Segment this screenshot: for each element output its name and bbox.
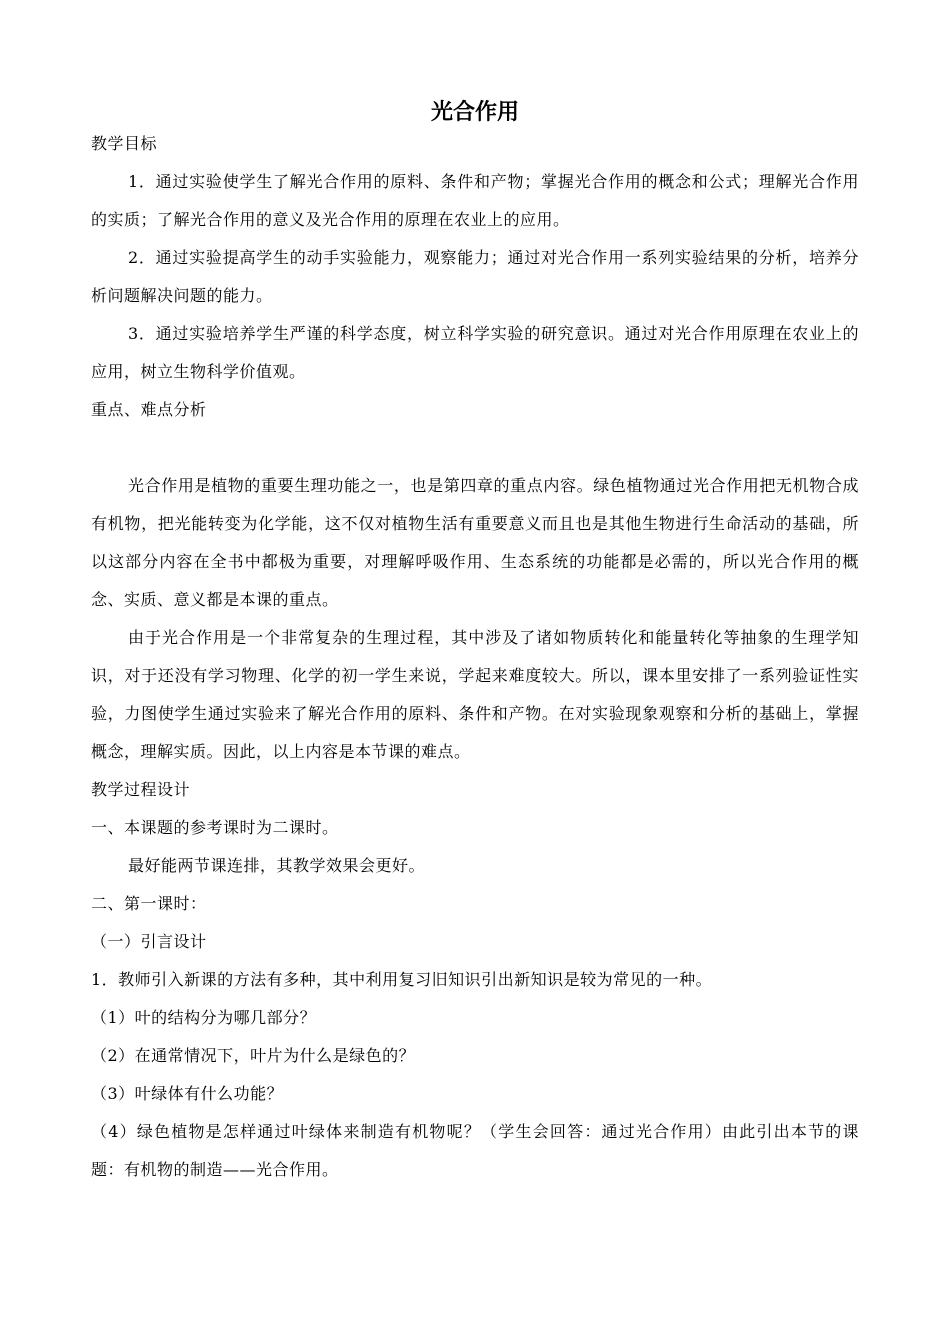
intro-point-1: 1．教师引入新课的方法有多种，其中利用复习旧知识引出新知识是较为常见的一种。 [91,970,713,989]
goals-heading: 教学目标 [91,134,158,153]
blank-line [91,429,859,467]
question-4: （4）绿色植物是怎样通过叶绿体来制造有机物呢？（学生会回答：通过光合作用）由此引出本节的课题：有机物的制造——光合作用。 [91,1122,859,1179]
key-points-paragraph-1: 光合作用是植物的重要生理功能之一，也是第四章的重点内容。绿色植物通过光合作用把无机物合成有机物，把光能转变为化学能，这不仅对植物生活有重要意义而且也是其他生物进行生命活动的基础，所以这部分内容在全书中都极为重要，对理解呼吸作用、生态系统的功能都是必需的，所以光合作用的概念、实质、意义都是本课的重点。 [91,476,859,609]
goal-paragraph-2: 2．通过实验提高学生的动手实验能力，观察能力；通过对光合作用一系列实验结果的分析，培养分析问题解决问题的能力。 [91,248,859,305]
process-item-1-note: 最好能两节课连排，其教学效果会更好。 [128,856,426,875]
process-heading: 教学过程设计 [91,780,191,799]
document-title: 光合作用 [430,100,519,125]
key-points-heading: 重点、难点分析 [91,400,207,419]
document-body [91,125,859,1189]
subsection-heading-intro: （一）引言设计 [91,932,207,951]
question-2: （2）在通常情况下，叶片为什么是绿色的？ [91,1046,416,1065]
goal-paragraph-1: 1．通过实验使学生了解光合作用的原料、条件和产物；掌握光合作用的概念和公式；理解光合作用的实质；了解光合作用的意义及光合作用的原理在农业上的应用。 [91,172,859,229]
process-item-2: 二、第一课时： [91,894,207,913]
question-3: （3）叶绿体有什么功能？ [91,1084,284,1103]
key-points-paragraph-2: 由于光合作用是一个非常复杂的生理过程，其中涉及了诸如物质转化和能量转化等抽象的生理学知识，对于还没有学习物理、化学的初一学生来说，学起来难度较大。所以，课本里安排了一系列验证性实验，力图使学生通过实验来了解光合作用的原料、条件和产物。在对实验现象观察和分析的基础上，掌握概念，理解实质。因此，以上内容是本节课的难点。 [91,628,859,761]
question-1: （1）叶的结构分为哪几部分？ [91,1008,317,1027]
goal-paragraph-3: 3．通过实验培养学生严谨的科学态度，树立科学实验的研究意识。通过对光合作用原理在农业上的应用，树立生物科学价值观。 [91,324,859,381]
process-item-1: 一、本课题的参考课时为二课时。 [91,818,339,837]
